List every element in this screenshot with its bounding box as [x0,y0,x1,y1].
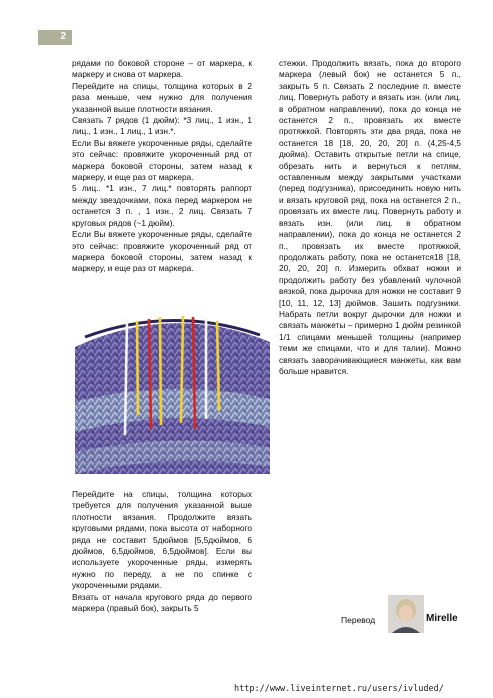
right-column [279,58,461,377]
left-column-top [72,58,252,275]
translator-avatar [388,595,424,633]
left-column-bottom [72,489,252,614]
paragraph: рядами по боковой стороне – от маркера, к маркеру и снова от маркера. [72,58,252,80]
source-url-link[interactable]: http://www.liveinternet.ru/users/ivluded/ [234,684,444,694]
translator-name: Mirelle [426,613,458,624]
paragraph: Вязать от начала кругового ряда до первого маркера (правый бок), закрыть 5 [72,591,252,614]
paragraph: 5 лиц.. *1 изн., 7 лиц.* повторять раппорт между звездочками, пока перед маркером не останется 3 п. , 1 изн., 2 лиц. Связать 7 круговых рядов (~1 дюйм). [72,183,252,228]
translator-label: Перевод [341,615,376,625]
page-number: 2 [60,31,66,42]
page-number-badge [38,30,72,45]
paragraph: стежки. Продолжить вязать, пока до второго маркера (левый бок) не останется 5 п., закрыть 5 п. Связать 2 последние п. вместе лиц. Повернуть работу и вязать изн. (или лиц. в обратном направлении), пока до конца не останется 2 п., провязать их вместе протяжкой. Повторять эти два ряда, пока не останется 18 [18, 20, 20, 20] п. (4,25-4,5 дюйма). Оставить открытые петли на спице, обрезать нить и вернуться к петлям, оставленным между закрытыми участками (перед подгузника), присоединить новую нить и вязать круговой ряд, пока на останется 2 п., провязать их вместе лиц. Повернуть работу и вязать изн. (или лиц. в обратном направлении), пока до конца не останется 2 п., провязать их вместе протяжкой, продолжать работу, пока не останется18 [18, 20, 20, 20] п. Измерить обхват ножки и продолжить работу без убавлений чулочной вязкой, пока дырочка для ножки не составит 9 [10, 11, 12, 13] дюймов. Зашить подгузники. Набрать петли вокруг дырочки для ножки и связать манжеты – примерно 1 дюйм резинкой 1/1 спицами меньшей толщины (например теми же спицами, что и для талии). Можно связать заворачивающиеся манжеты, как вам больше нравится. [279,58,461,376]
paragraph: Если Вы вяжете укороченные ряды, сделайте это сейчас: провяжите укороченный ряд от маркера боковой стороны, затем назад к маркеру, и еще раз от маркера. [72,137,252,183]
paragraph: Если Вы вяжете укороченные ряды, сделайте это сейчас: провяжите укороченный ряд от маркера боковой стороны, затем назад к маркеру, и еще раз от маркера. [72,229,252,274]
paragraph: Перейдите на спицы, толщина которых в 2 раза меньше, чем нужно для получения указанной выше плотности вязания. [72,80,252,114]
paragraph: Перейдите на спицы, толщина которых требуется для получения указанной выше плотности вязания. Продолжите вязать круговыми рядами, пока высота от наборного ряда не составит 5дюймов [5,5дюймов, 6 дюймов, 6,5дюймов, 6,5дюймов]. Если вы используете укороченные ряды, измерять нужно по переду, а не по спинке с укороченными рядами. [72,489,252,591]
knitting-photo [75,307,270,474]
paragraph: Связать 7 рядов (1 дюйм): *3 лиц., 1 изн., 1 лиц., 1 изн., 1 лиц., 1 изн.*. [72,115,252,137]
